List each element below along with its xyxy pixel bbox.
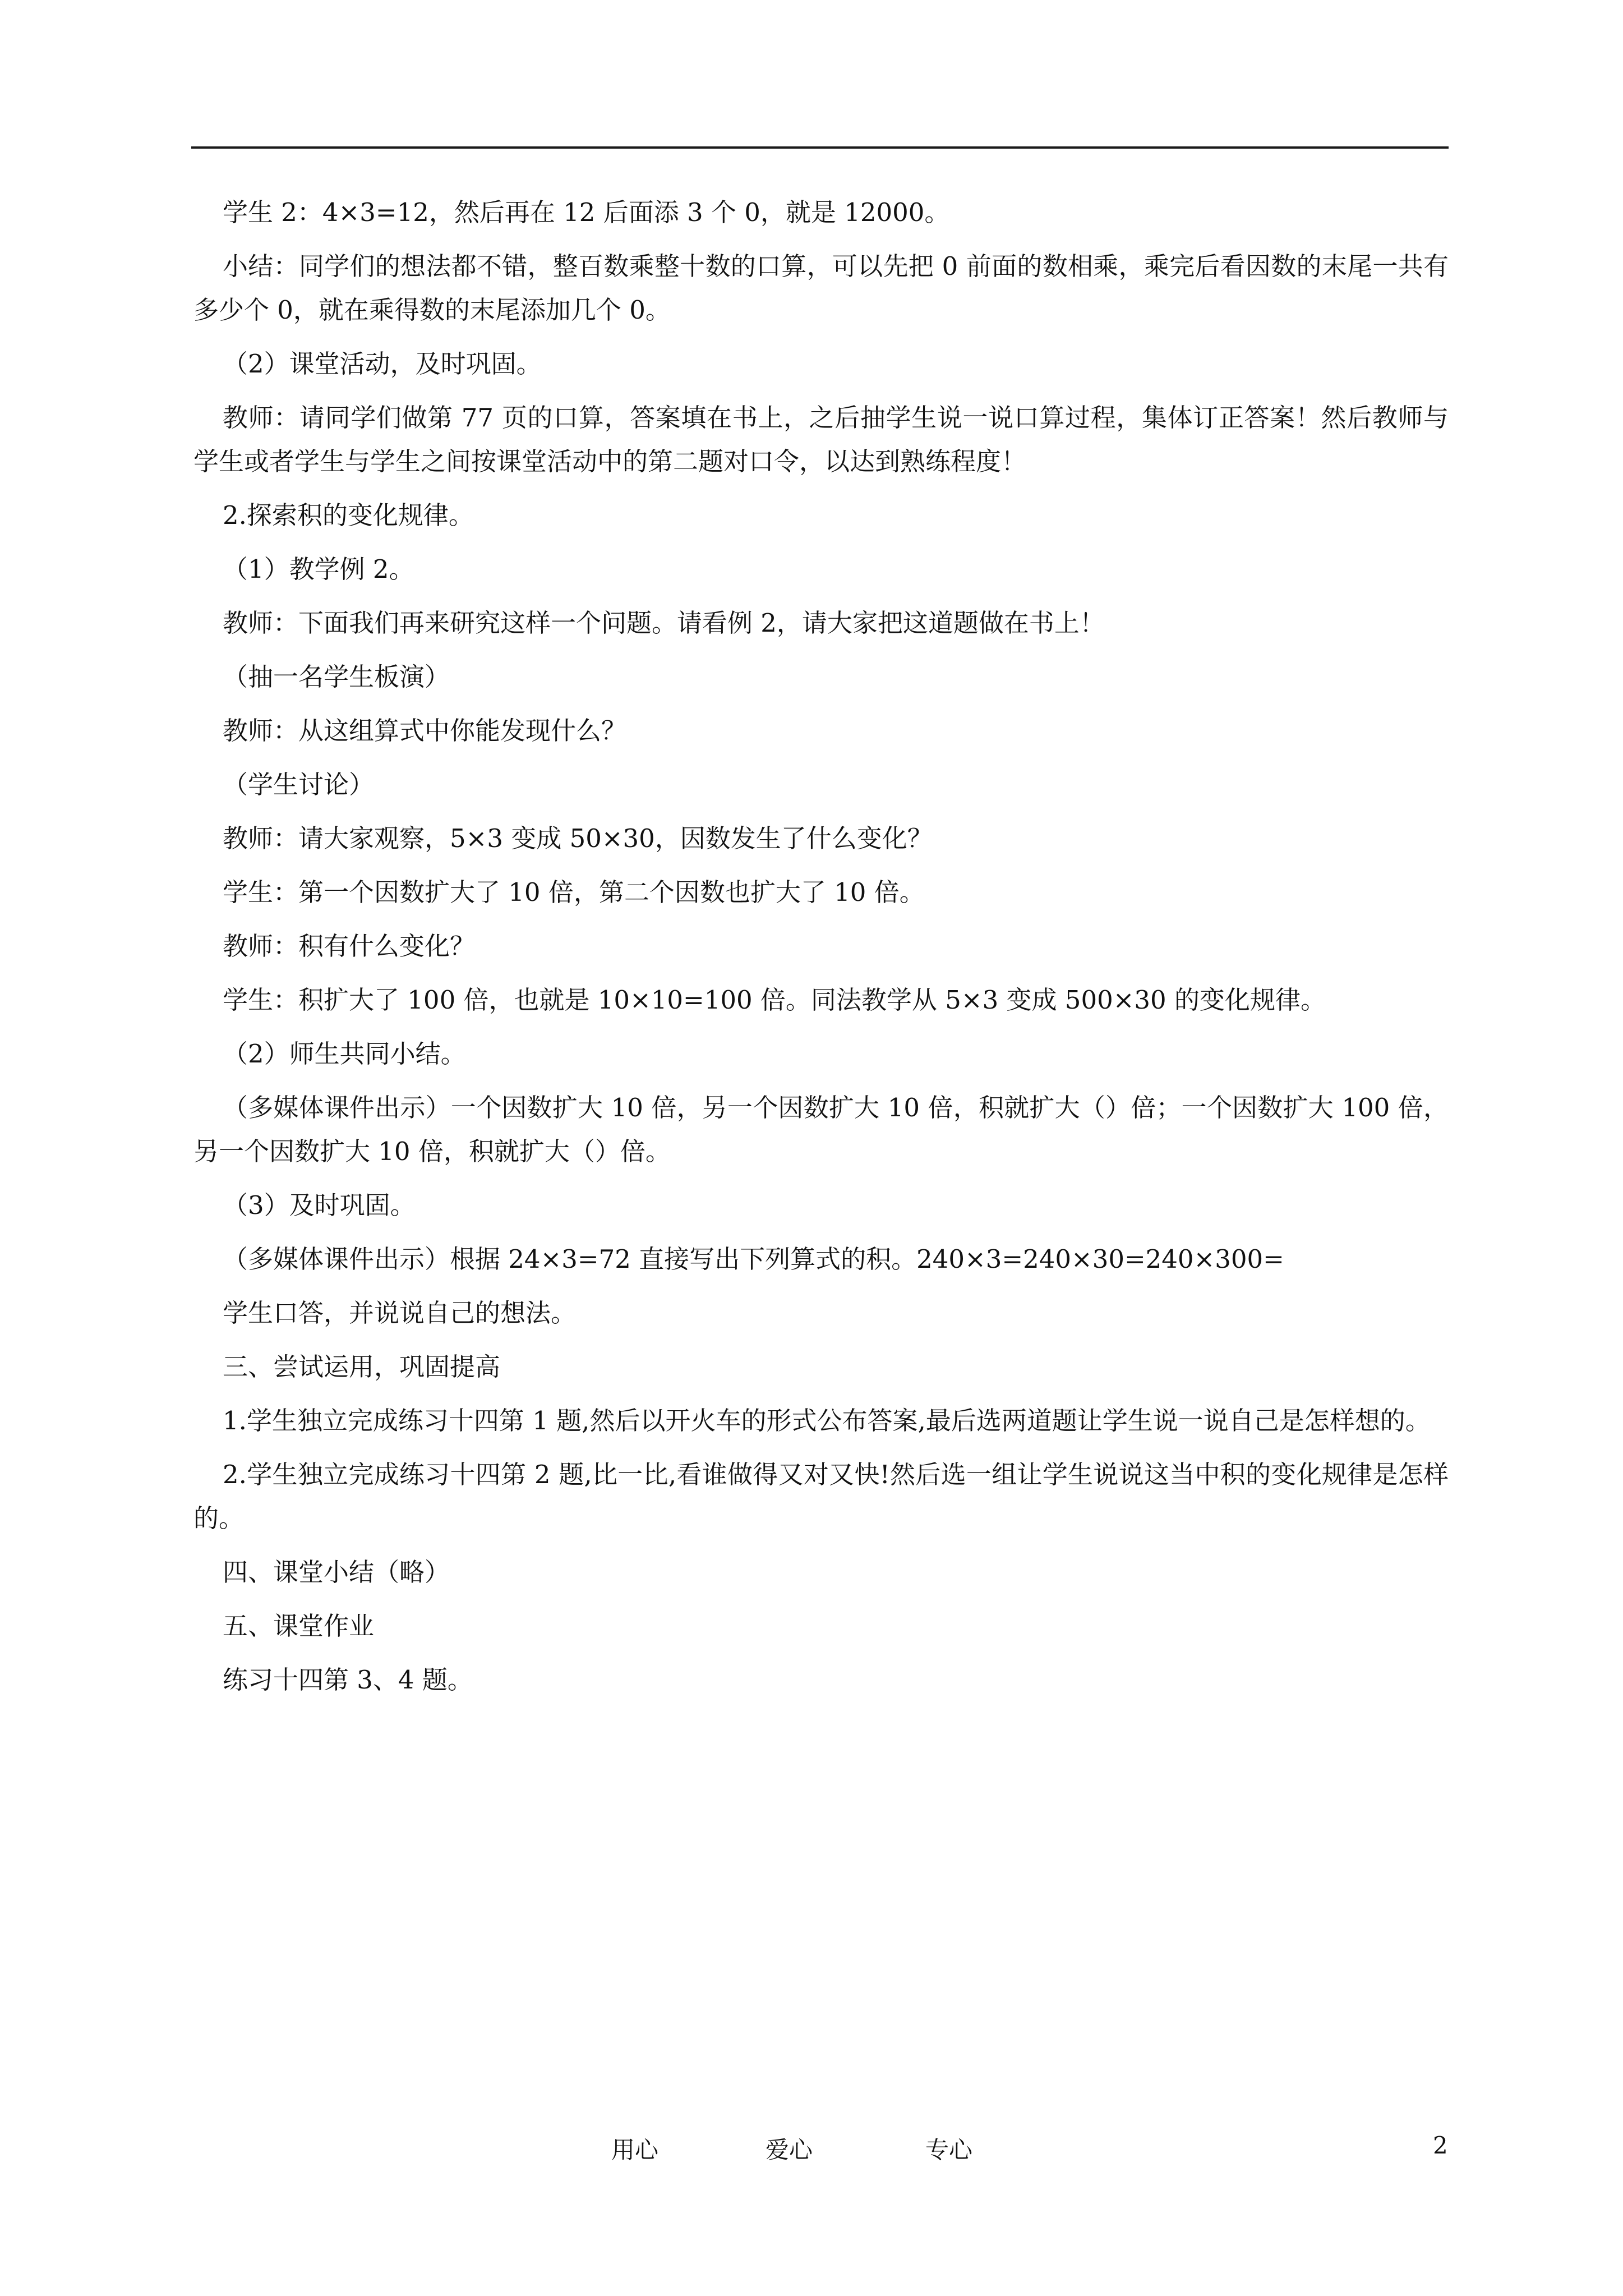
document-body [193,191,1449,1712]
paragraph: 2.学生独立完成练习十四第 2 题,比一比,看谁做得又对又快!然后选一组让学生说说这当中积的变化规律是怎样的。 [193,1460,1449,1533]
paragraph: 教师：请大家观察，5×3 变成 50×30，因数发生了什么变化？ [223,823,933,853]
page-number: 2 [1433,2132,1448,2159]
paragraph: 教师：积有什么变化？ [223,931,476,961]
paragraph: 练习十四第 3、4 题。 [223,1665,473,1695]
paragraph: 小结：同学们的想法都不错，整百数乘整十数的口算，可以先把 0 前面的数相乘，乘完后看因数的末尾一共有多少个 0，就在乘得数的末尾添加几个 0。 [193,251,1449,325]
paragraph: 教师：从这组算式中你能发现什么？ [223,716,627,746]
footer-word-aixin: 爱心 [766,2136,813,2164]
paragraph: 学生 2：4×3=12，然后再在 12 后面添 3 个 0，就是 12000。 [223,197,950,227]
paragraph: 2.探索积的变化规律。 [223,500,474,530]
paragraph: 教师：下面我们再来研究这样一个问题。请看例 2，请大家把这道题做在书上！ [223,608,1105,638]
footer-word-yongxin: 用心 [611,2136,659,2164]
paragraph: （抽一名学生板演） [223,662,450,692]
paragraph: （2）师生共同小结。 [223,1039,466,1069]
section-heading: 五、课堂作业 [223,1611,375,1641]
paragraph: （多媒体课件出示）根据 24×3=72 直接写出下列算式的积。240×3=240×30=240×300= [223,1244,1284,1274]
paragraph: 学生：积扩大了 100 倍，也就是 10×10=100 倍。同法教学从 5×3 变成 500×30 的变化规律。 [223,985,1326,1015]
header-rule [191,146,1449,149]
paragraph: 1.学生独立完成练习十四第 1 题,然后以开火车的形式公布答案,最后选两道题让学生说一说自己是怎样想的。 [223,1406,1431,1435]
paragraph: （1）教学例 2。 [223,554,414,584]
paragraph: 学生口答，并说说自己的想法。 [223,1298,577,1328]
section-heading: 三、尝试运用，巩固提高 [223,1352,501,1382]
paragraph: 学生：第一个因数扩大了 10 倍，第二个因数也扩大了 10 倍。 [223,877,925,907]
paragraph: （多媒体课件出示）一个因数扩大 10 倍，另一个因数扩大 10 倍，积就扩大（）倍；一个因数扩大 100 倍，另一个因数扩大 10 倍，积就扩大（）倍。 [193,1093,1449,1166]
page-footer [0,2132,1623,2171]
paragraph: （学生讨论） [223,770,375,799]
paragraph: （2）课堂活动，及时巩固。 [223,349,542,379]
section-heading: 四、课堂小结（略） [223,1557,450,1587]
footer-word-zhuanxin: 专心 [925,2136,973,2164]
paragraph: 教师：请同学们做第 77 页的口算，答案填在书上，之后抽学生说一说口算过程，集体订正答案！然后教师与学生或者学生与学生之间按课堂活动中的第二题对口令，以达到熟练程度！ [193,403,1449,476]
paragraph: （3）及时巩固。 [223,1190,416,1220]
